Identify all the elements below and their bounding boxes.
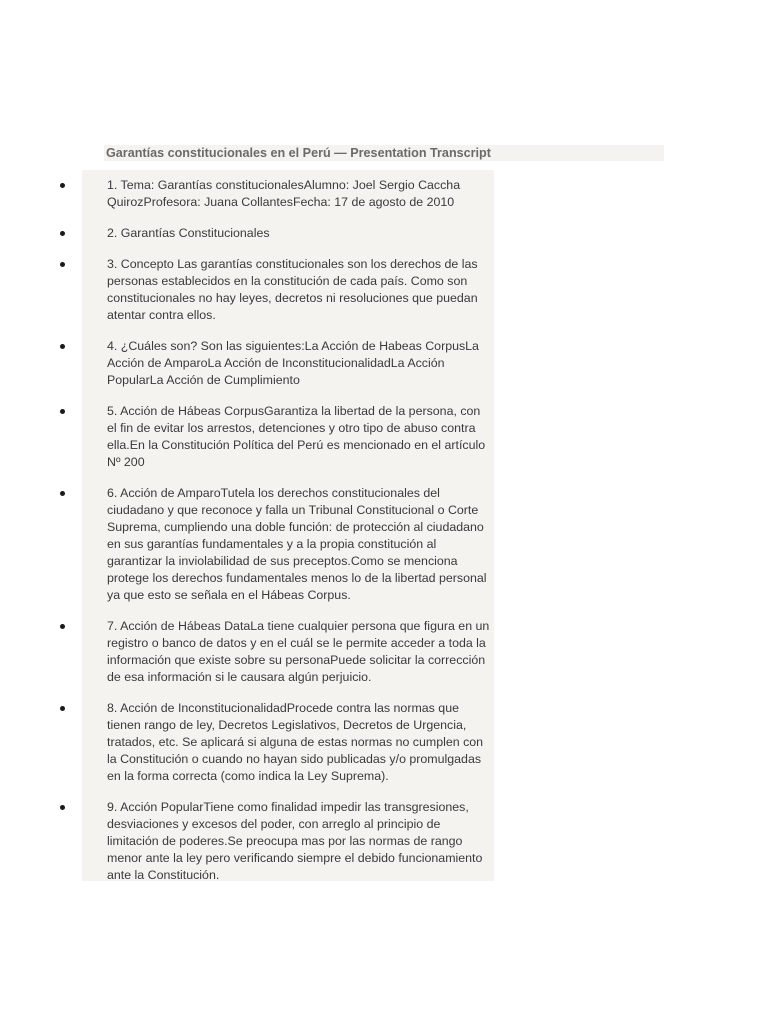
list-item (60, 256, 494, 324)
list-item (60, 799, 494, 884)
list-item (60, 485, 494, 604)
list-item-text: 1. Tema: Garantías constitucionalesAlumno: Joel Sergio Caccha QuirozProfesora: Juana CollantesFecha: 17 de agosto de 2010 (107, 178, 461, 209)
bullet-icon (60, 262, 65, 267)
title-bar (104, 145, 664, 161)
list-item (60, 177, 494, 211)
list-item (60, 225, 494, 242)
bullet-icon (60, 231, 65, 236)
list-item-text: 9. Acción PopularTiene como finalidad impedir las transgresiones, desviaciones y excesos del poder, con arreglo al principio de limitación de poderes.Se preocupa mas por las normas de rango menor ante la ley pero verificando siempre el debido funcionamiento ante la Constitución. (107, 800, 483, 882)
bullet-icon (60, 805, 65, 810)
list-item-text: 3. Concepto Las garantías constitucionales son los derechos de las personas establecidos en la constitución de cada país. Como son constitucionales no hay leyes, decretos ni resoluciones que puedan atentar contra ellos. (107, 257, 478, 322)
list-item-text: 8. Acción de InconstitucionalidadProcede contra las normas que tienen rango de ley, Decretos Legislativos, Decretos de Urgencia, tratados, etc. Se aplicará si alguna de estas normas no cumplen con la Constitución o cuando no hayan sido publicadas y/o promulgadas en la forma correcta (como indica la Ley Suprema). (107, 701, 484, 783)
list-item-text: 5. Acción de Hábeas CorpusGarantiza la libertad de la persona, con el fin de evitar los arrestos, detenciones y otro tipo de abuso contra ella.En la Constitución Política del Perú es mencionado en el artículo Nº 200 (107, 404, 486, 469)
bullet-icon (60, 183, 65, 188)
bullet-icon (60, 409, 65, 414)
bullet-icon (60, 706, 65, 711)
page-title: Garantías constitucionales en el Perú — Presentation Transcript (106, 146, 491, 160)
bullet-icon (60, 491, 65, 496)
list-item (60, 403, 494, 471)
list-item-text: 4. ¿Cuáles son? Son las siguientes:La Acción de Habeas CorpusLa Acción de AmparoLa Acción de InconstitucionalidadLa Acción PopularLa Acción de Cumplimiento (107, 339, 479, 387)
list-item (60, 338, 494, 389)
list-item-text: 6. Acción de AmparoTutela los derechos constitucionales del ciudadano y que reconoce y falla un Tribunal Constitucional o Corte Suprema, cumpliendo una doble función: de protección al ciudadano en sus garantías fundamentales y a la propia constitución al garantizar la inviolabilidad de sus preceptos.Como se menciona protege los derechos fundamentales menos lo de la libertad personal ya que esto se señala en el Hábeas Corpus. (107, 486, 487, 602)
list-item-text: 2. Garantías Constitucionales (107, 226, 270, 240)
bullet-icon (60, 624, 65, 629)
list-item (60, 618, 494, 686)
list-item (60, 700, 494, 785)
list-item-text: 7. Acción de Hábeas DataLa tiene cualquier persona que figura en un registro o banco de datos y en el cuál se le permite acceder a toda la información que existe sobre su personaPuede solicitar la corrección de esa información si le causara algún perjuicio. (107, 619, 490, 684)
transcript-list (60, 177, 494, 898)
bullet-icon (60, 344, 65, 349)
